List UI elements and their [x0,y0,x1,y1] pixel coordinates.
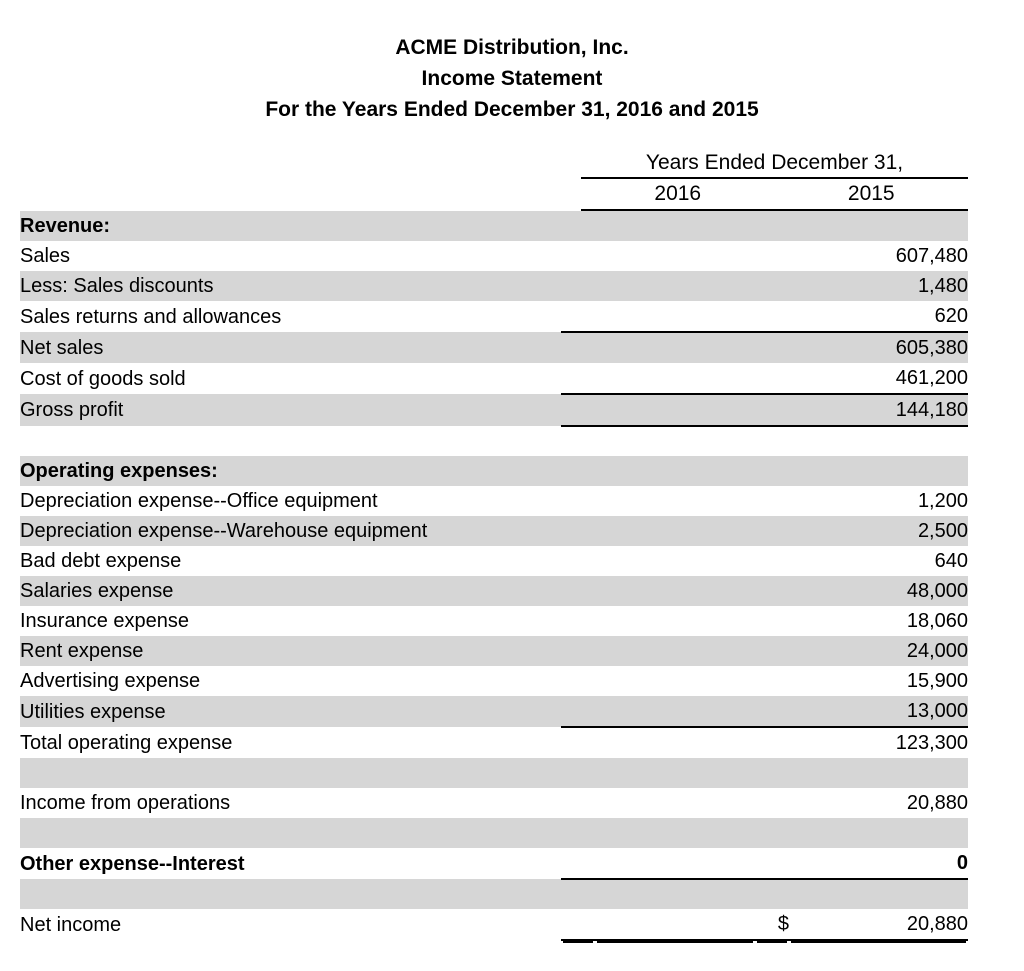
row-currency-2016 [561,271,595,301]
table-row [20,332,968,363]
row-currency-2015 [755,879,789,909]
row-label: Net sales [20,332,561,363]
row-label: Insurance expense [20,606,561,636]
table-row [20,606,968,636]
row-currency-2016 [561,636,595,666]
row-currency-2016 [561,486,595,516]
row-value-2015: 15,900 [789,666,968,696]
row-currency-2015 [755,394,789,426]
table-row [20,727,968,758]
row-label: Salaries expense [20,576,561,606]
table-row [20,486,968,516]
table-row [20,636,968,666]
row-currency-2015 [755,788,789,818]
row-value-2016 [595,241,755,271]
column-header-2016: 2016 [654,182,702,205]
row-value-2016 [595,818,755,848]
row-value-2015: 24,000 [789,636,968,666]
row-currency-2016 [561,546,595,576]
row-currency-2015: $ [755,909,789,940]
row-label [20,818,561,848]
row-value-2016 [595,909,755,940]
row-value-2015: 144,180 [789,394,968,426]
row-label: Other expense--Interest [20,848,561,879]
income-statement-body [20,211,968,940]
row-value-2016 [595,211,755,241]
row-value-2016 [595,666,755,696]
row-currency-2015 [755,301,789,332]
spacer-row [20,426,968,456]
table-row [20,848,968,879]
row-value-2015 [789,456,968,486]
table-row [20,788,968,818]
row-label: Total operating expense [20,727,561,758]
table-row [20,271,968,301]
row-value-2016 [595,301,755,332]
row-currency-2015 [755,211,789,241]
row-value-2016 [595,546,755,576]
row-label: Gross profit [20,394,561,426]
row-label: Rent expense [20,636,561,666]
row-label: Bad debt expense [20,546,561,576]
statement-type: Income Statement [421,67,603,90]
row-label [20,758,561,788]
row-currency-2015 [755,456,789,486]
row-value-2016 [595,696,755,727]
row-label: Income from operations [20,788,561,818]
row-currency-2015 [755,606,789,636]
statement-title-block [0,0,1024,125]
row-currency-2016 [561,426,595,456]
row-value-2015: 607,480 [789,241,968,271]
row-value-2015: 1,480 [789,271,968,301]
row-value-2016 [595,636,755,666]
spacer-row [20,758,968,788]
table-row [20,456,968,486]
row-value-2016 [595,456,755,486]
table-row [20,394,968,426]
row-currency-2016 [561,788,595,818]
row-value-2015 [789,426,968,456]
row-currency-2015 [755,546,789,576]
row-label: Net income [20,909,561,940]
row-currency-2016 [561,727,595,758]
row-currency-2015 [755,486,789,516]
row-value-2016 [595,486,755,516]
row-label: Depreciation expense--Warehouse equipment [20,516,561,546]
row-currency-2016 [561,301,595,332]
statement-period: For the Years Ended December 31, 2016 and 2015 [265,98,759,121]
row-value-2016 [595,606,755,636]
row-currency-2016 [561,516,595,546]
row-value-2015: 18,060 [789,606,968,636]
row-value-2015: 13,000 [789,696,968,727]
row-value-2016 [595,727,755,758]
spacer-row [20,879,968,909]
row-value-2015: 123,300 [789,727,968,758]
row-value-2016 [595,332,755,363]
row-currency-2015 [755,758,789,788]
row-currency-2015 [755,426,789,456]
row-value-2015 [789,879,968,909]
row-currency-2015 [755,363,789,394]
row-value-2016 [595,271,755,301]
row-currency-2016 [561,211,595,241]
row-currency-2015 [755,696,789,727]
row-currency-2016 [561,394,595,426]
row-label: Cost of goods sold [20,363,561,394]
years-ended-header: Years Ended December 31, [581,149,968,179]
row-label: Revenue: [20,211,561,241]
column-header-2015: 2015 [847,182,895,205]
row-label: Operating expenses: [20,456,561,486]
row-value-2015: 20,880 [789,909,968,940]
row-value-2015: 620 [789,301,968,332]
row-currency-2016 [561,848,595,879]
row-currency-2016 [561,666,595,696]
row-currency-2016 [561,696,595,727]
row-value-2016 [595,363,755,394]
row-value-2015: 0 [789,848,968,879]
row-value-2015 [789,758,968,788]
row-label [20,426,561,456]
row-value-2016 [595,879,755,909]
table-row [20,241,968,271]
company-name: ACME Distribution, Inc. [395,36,629,59]
row-value-2016 [595,758,755,788]
row-value-2015: 2,500 [789,516,968,546]
row-currency-2016 [561,879,595,909]
row-value-2015: 605,380 [789,332,968,363]
row-label: Advertising expense [20,666,561,696]
row-currency-2016 [561,456,595,486]
row-value-2016 [595,576,755,606]
row-value-2015: 461,200 [789,363,968,394]
table-row [20,576,968,606]
table-row [20,363,968,394]
row-currency-2015 [755,241,789,271]
row-currency-2016 [561,241,595,271]
table-row [20,546,968,576]
row-currency-2016 [561,909,595,940]
income-statement-table [20,211,968,941]
row-value-2015 [789,211,968,241]
row-currency-2015 [755,848,789,879]
row-currency-2015 [755,727,789,758]
row-currency-2015 [755,636,789,666]
table-row [20,909,968,940]
table-row [20,696,968,727]
row-value-2015: 1,200 [789,486,968,516]
row-label: Utilities expense [20,696,561,727]
row-currency-2015 [755,516,789,546]
row-label: Sales returns and allowances [20,301,561,332]
table-row [20,301,968,332]
row-value-2015: 640 [789,546,968,576]
row-value-2016 [595,516,755,546]
row-label: Less: Sales discounts [20,271,561,301]
row-label: Sales [20,241,561,271]
year-columns-header [581,179,968,211]
row-currency-2016 [561,363,595,394]
row-currency-2016 [561,606,595,636]
row-currency-2016 [561,818,595,848]
row-currency-2016 [561,758,595,788]
spacer-row [20,818,968,848]
column-header-group [20,149,968,211]
row-label: Depreciation expense--Office equipment [20,486,561,516]
row-value-2016 [595,848,755,879]
row-currency-2015 [755,818,789,848]
row-currency-2015 [755,666,789,696]
row-label [20,879,561,909]
table-row [20,516,968,546]
row-currency-2016 [561,332,595,363]
row-value-2015: 20,880 [789,788,968,818]
row-value-2015: 48,000 [789,576,968,606]
row-currency-2015 [755,576,789,606]
row-currency-2016 [561,576,595,606]
row-currency-2015 [755,332,789,363]
row-value-2016 [595,394,755,426]
table-row [20,666,968,696]
row-currency-2015 [755,271,789,301]
table-row [20,211,968,241]
row-value-2015 [789,818,968,848]
row-value-2016 [595,426,755,456]
row-value-2016 [595,788,755,818]
